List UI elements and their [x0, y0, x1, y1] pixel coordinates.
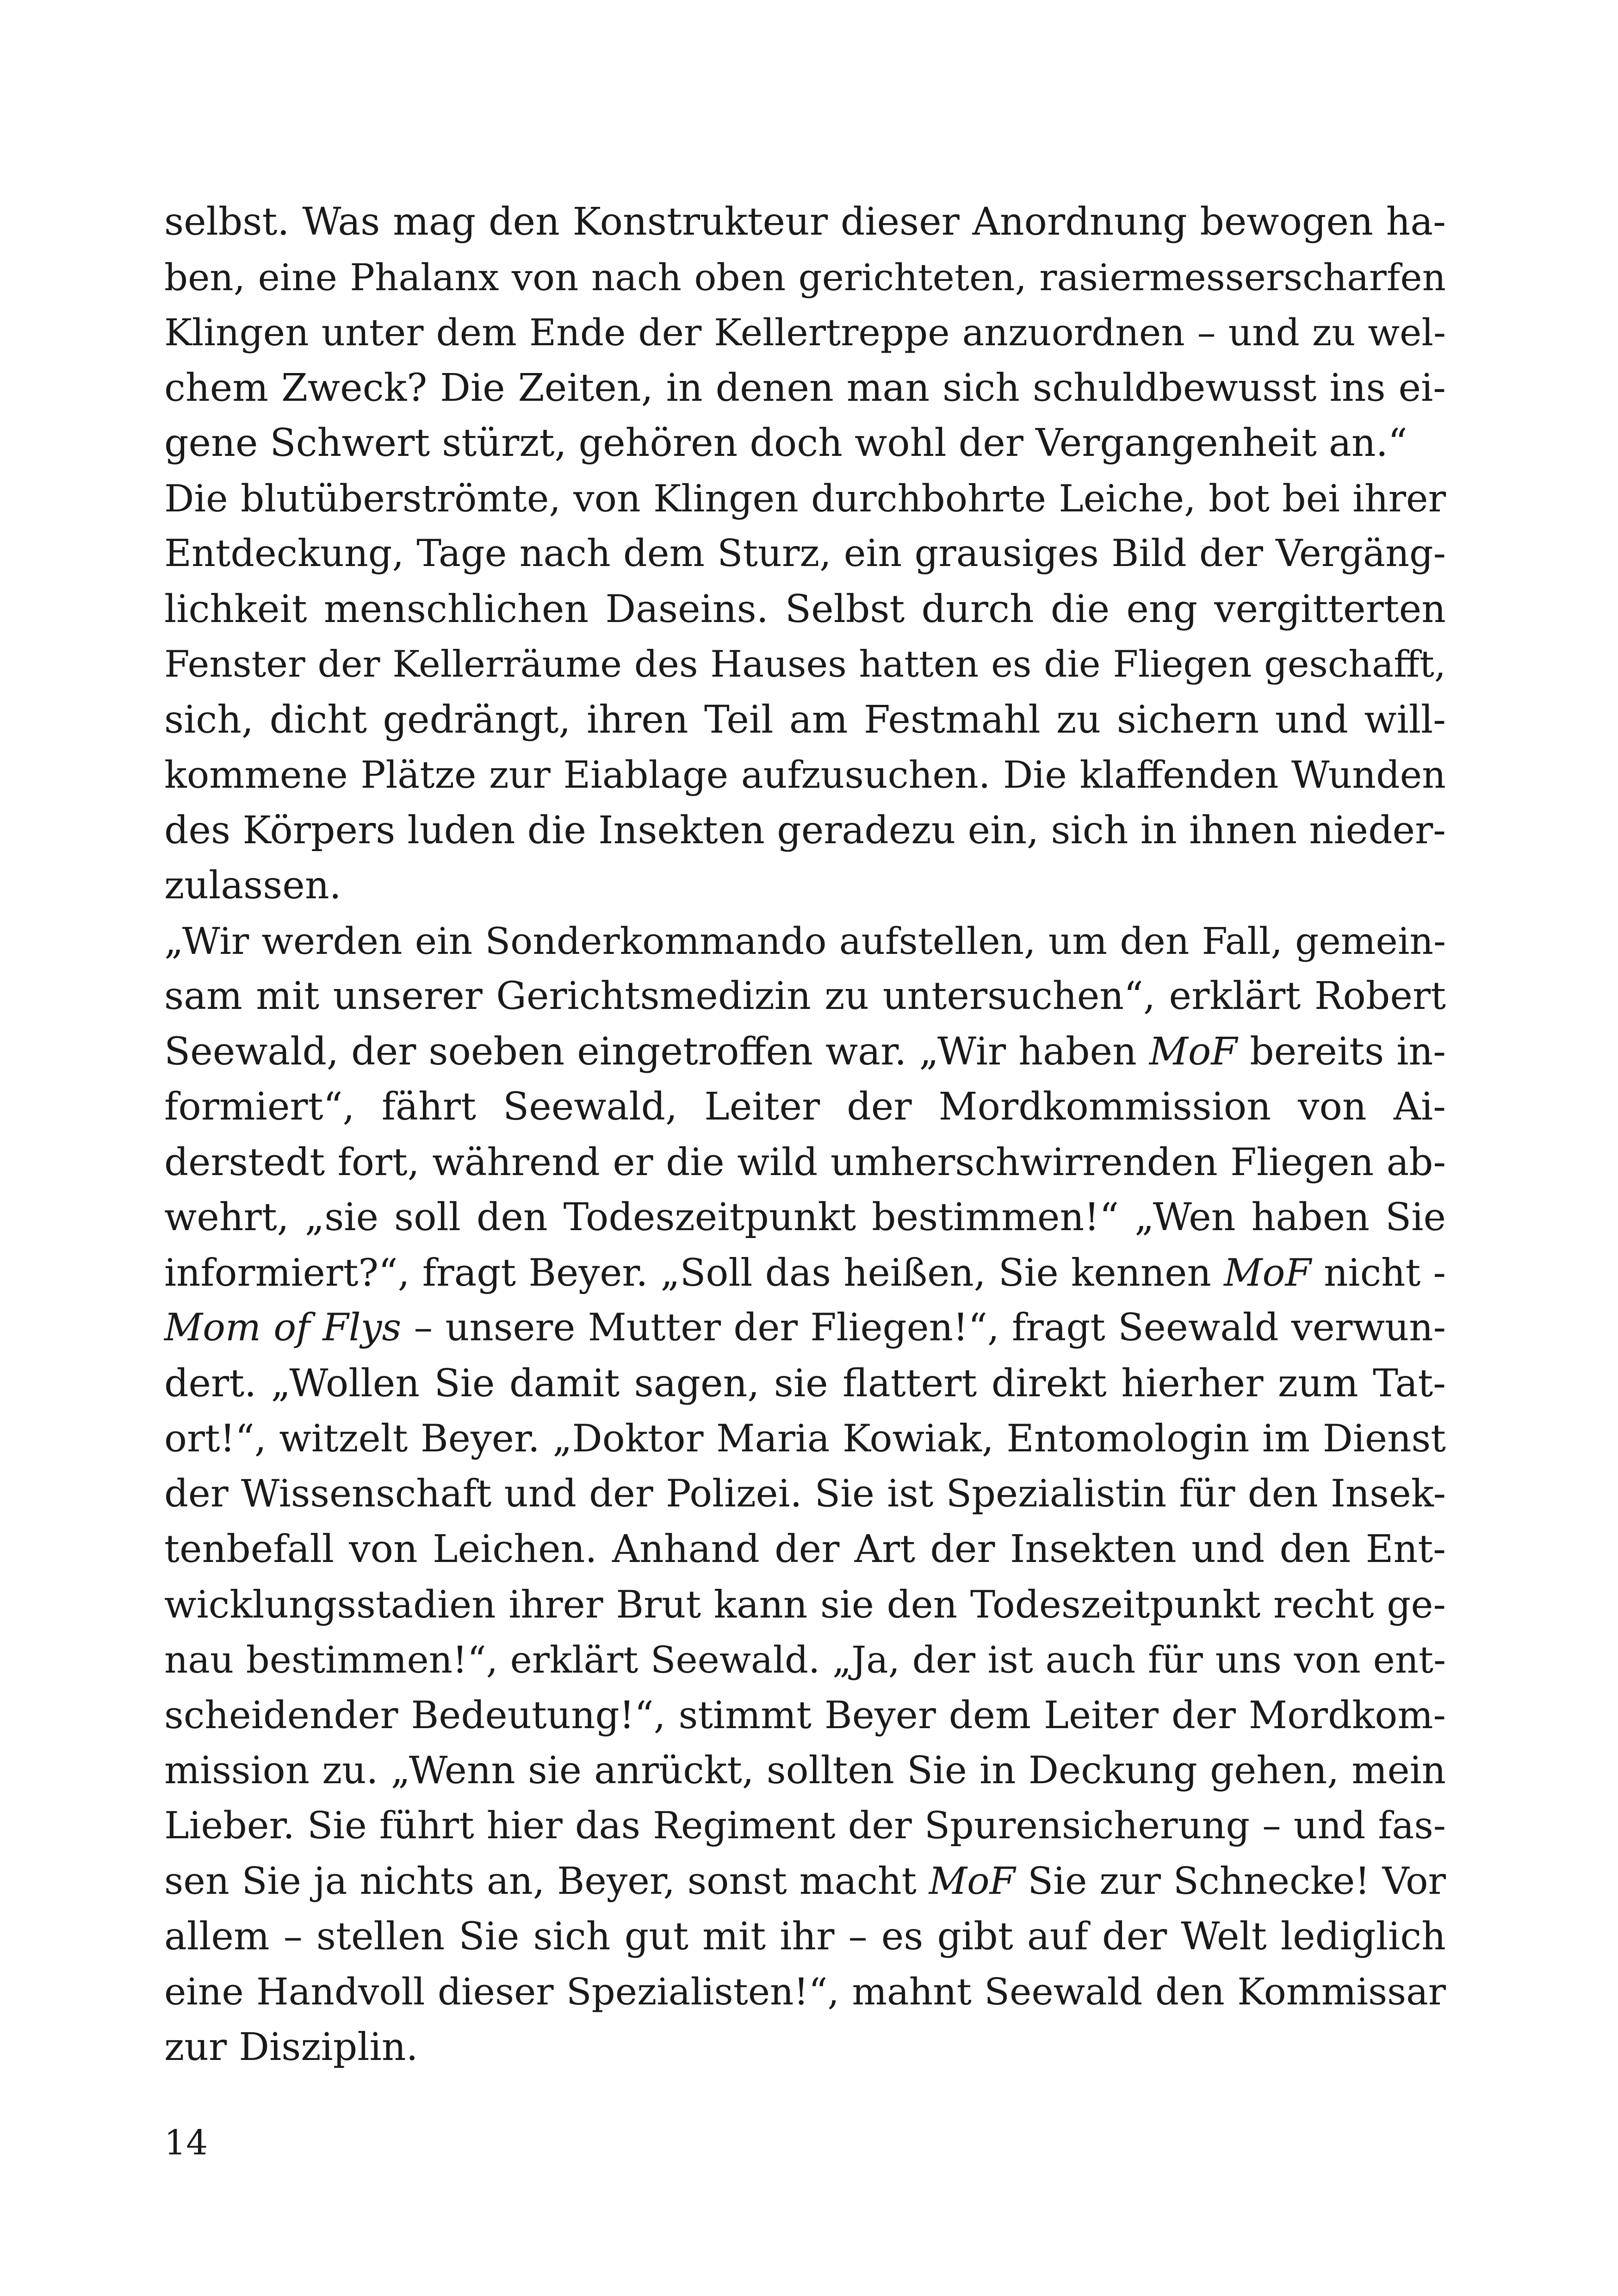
text-segment: ort!“, witzelt Beyer. „Doktor Maria Kowiak, Entomologin im Dienst	[164, 1417, 1446, 1461]
text-segment: formiert“, fährt Seewald, Leiter der Mordkommission von Ai-	[164, 1085, 1446, 1129]
text-segment: eine Handvoll dieser Spezialisten!“, mahnt Seewald den Kommissar	[164, 1970, 1446, 2013]
text-line	[164, 1245, 1446, 1301]
text-line	[164, 2020, 1446, 2075]
text-line	[164, 969, 1446, 1024]
text-segment: Fenster der Kellerräume des Hauses hatten es die Fliegen geschafft,	[164, 643, 1446, 685]
text-line	[164, 1688, 1446, 1743]
text-segment: Sie zur Schnecke! Vor	[1015, 1859, 1446, 1903]
text-line	[164, 914, 1446, 969]
text-segment: allem – stellen Sie sich gut mit ihr – es gibt auf der Welt lediglich	[164, 1914, 1446, 1959]
text-line	[164, 1798, 1446, 1854]
text-segment: tenbefall von Leichen. Anhand der Art der Insekten und den Ent-	[164, 1527, 1446, 1571]
text-line	[164, 1467, 1446, 1522]
text-segment: zulassen.	[164, 864, 341, 908]
text-line	[164, 1356, 1446, 1412]
text-line	[164, 1522, 1446, 1577]
text-segment: des Körpers luden die Insekten geradezu ein, sich in ihnen nieder-	[164, 808, 1446, 852]
text-line	[164, 637, 1446, 692]
text-segment: zur Disziplin.	[164, 2025, 418, 2069]
text-line	[164, 1854, 1446, 1909]
text-segment: scheidender Bedeutung!“, stimmt Beyer dem Leiter der Mordkom-	[164, 1693, 1446, 1737]
italic-text-segment: MoF	[1149, 1029, 1238, 1074]
text-segment: mission zu. „Wenn sie anrückt, sollten Sie in Deckung gehen, mein	[164, 1748, 1446, 1792]
text-segment: nau bestimmen!“, erklärt Seewald. „Ja, der ist auch für uns von ent-	[164, 1638, 1446, 1681]
text-segment: sen Sie ja nichts an, Beyer, sonst macht	[164, 1859, 929, 1903]
text-segment: derstedt fort, während er die wild umherschwirrenden Fliegen ab-	[164, 1140, 1446, 1184]
text-segment: – unsere Mutter der Fliegen!“, fragt Seewald verwun-	[401, 1306, 1446, 1350]
text-line	[164, 361, 1446, 416]
text-segment: nicht -	[1311, 1251, 1446, 1295]
text-segment: Lieber. Sie führt hier das Regiment der Spurensicherung – und fas-	[164, 1804, 1446, 1848]
italic-text-segment: MoF	[929, 1859, 1016, 1903]
text-line	[164, 1964, 1446, 2020]
text-segment: wehrt, „sie soll den Todeszeitpunkt bestimmen!“ „Wen haben Sie	[164, 1195, 1446, 1239]
text-segment: bereits in-	[1237, 1029, 1446, 1074]
text-segment: wicklungsstadien ihrer Brut kann sie den Todeszeitpunkt recht ge-	[164, 1582, 1446, 1627]
text-line	[164, 416, 1446, 471]
text-line	[164, 858, 1446, 914]
text-segment: chem Zweck? Die Zeiten, in denen man sich schuldbewusst ins ei-	[164, 366, 1446, 410]
text-segment: sich, dicht gedrängt, ihren Teil am Festmahl zu sichern und will-	[164, 697, 1446, 742]
text-line	[164, 1411, 1446, 1467]
text-line	[164, 250, 1446, 305]
text-line	[164, 1577, 1446, 1633]
text-line	[164, 1632, 1446, 1688]
text-line	[164, 1909, 1446, 1965]
text-line	[164, 1024, 1446, 1080]
text-segment: dert. „Wollen Sie damit sagen, sie flattert direkt hierher zum Tat-	[164, 1361, 1446, 1406]
text-segment: Entdeckung, Tage nach dem Sturz, ein grausiges Bild der Vergäng-	[164, 532, 1446, 575]
text-segment: informiert?“, fragt Beyer. „Soll das heißen, Sie kennen	[164, 1251, 1224, 1295]
text-line	[164, 1743, 1446, 1798]
text-line	[164, 692, 1446, 748]
text-segment: Seewald, der soeben eingetroffen war. „Wir haben	[164, 1029, 1149, 1074]
text-segment: Die blutüberströmte, von Klingen durchbohrte Leiche, bot bei ihrer	[164, 476, 1446, 520]
text-segment: der Wissenschaft und der Polizei. Sie ist Spezialistin für den Insek-	[164, 1472, 1446, 1516]
text-segment: sam mit unserer Gerichtsmedizin zu untersuchen“, erklärt Robert	[164, 974, 1446, 1018]
italic-text-segment: MoF	[1224, 1251, 1311, 1295]
text-line	[164, 747, 1446, 803]
text-segment: gene Schwert stürzt, gehören doch wohl der Vergangenheit an.“	[164, 421, 1407, 465]
text-line	[164, 803, 1446, 859]
text-line	[164, 526, 1446, 582]
italic-text-segment: Mom of Flys	[164, 1306, 402, 1350]
text-segment: Klingen unter dem Ende der Kellertreppe anzuordnen – und zu wel-	[164, 311, 1446, 354]
text-segment: ben, eine Phalanx von nach oben gerichteten, rasiermesserscharfen	[164, 255, 1446, 299]
text-line	[164, 471, 1446, 527]
text-line	[164, 194, 1446, 250]
page-number: 14	[164, 2123, 208, 2163]
body-text	[164, 194, 1446, 2075]
text-line	[164, 305, 1446, 361]
text-segment: „Wir werden ein Sonderkommando aufstellen, um den Fall, gemein-	[164, 919, 1446, 963]
text-segment: lichkeit menschlichen Daseins. Selbst durch die eng vergitterten	[164, 587, 1446, 631]
text-line	[164, 1079, 1446, 1135]
text-segment: kommene Plätze zur Eiablage aufzusuchen. Die klaffenden Wunden	[164, 753, 1446, 796]
text-segment: selbst. Was mag den Konstrukteur dieser Anordnung bewogen ha-	[164, 200, 1446, 244]
text-line	[164, 1135, 1446, 1190]
text-line	[164, 1300, 1446, 1356]
text-line	[164, 582, 1446, 637]
text-line	[164, 1190, 1446, 1245]
